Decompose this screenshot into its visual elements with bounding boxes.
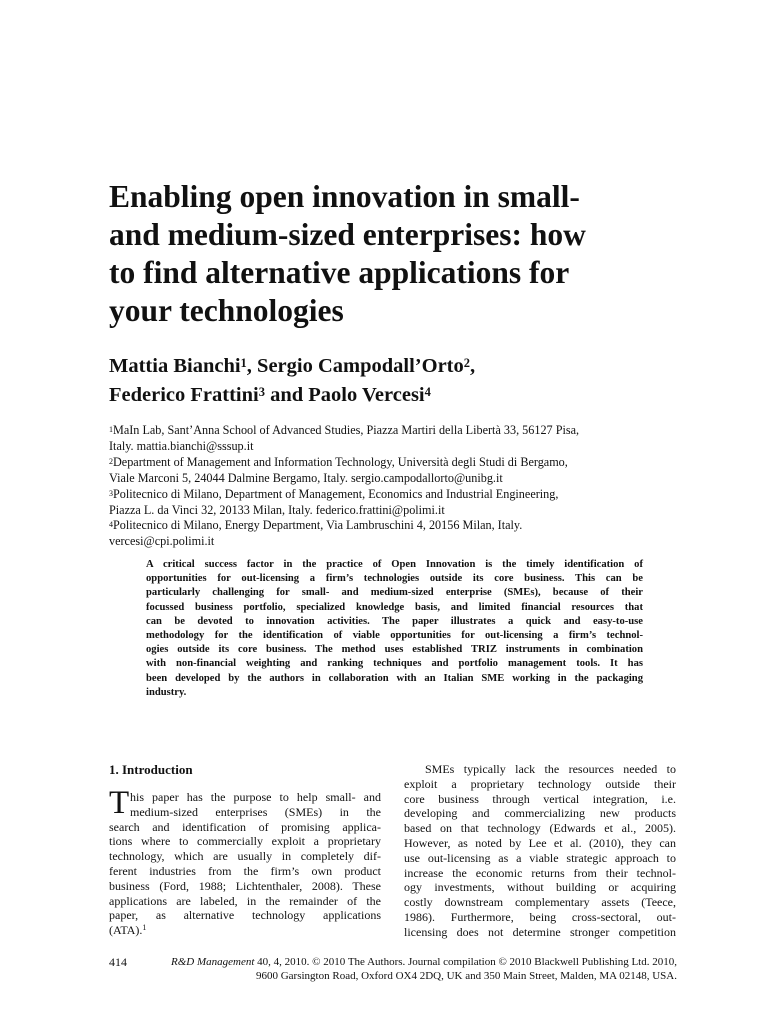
body-line: search and identification of promising applica- — [109, 819, 381, 834]
author-name: Mattia Bianchi — [109, 355, 241, 377]
affiliation-line — [109, 471, 689, 487]
author-name: Federico Frattini — [109, 384, 259, 406]
body-paragraph — [404, 762, 676, 940]
title-line: to find alternative applications for — [109, 255, 570, 290]
affil-text: Politecnico di Milano, Department of Management, Economics and Industrial Engineering, — [113, 486, 559, 501]
body-line: SMEs typically lack the resources needed to — [425, 762, 676, 776]
abstract-line: opportunities for out-licensing a firm’s technologies outside its core business. This can be — [146, 573, 643, 585]
affil-text: Italy. mattia.bianchi@sssup.it — [109, 438, 254, 453]
abstract-line: been developed by the authors in collaboration with an Italian SME working in the packaging — [146, 672, 643, 684]
title-line: Enabling open innovation in small- — [109, 179, 580, 214]
body-line: tions where to commercially exploit a proprietary — [109, 834, 381, 849]
author-affil-mark: 3 — [258, 385, 265, 399]
drop-cap: T — [109, 785, 130, 821]
author-separator: and — [264, 384, 309, 406]
author-affil-mark: 1 — [240, 356, 247, 370]
body-line-text: (ATA). — [109, 923, 143, 938]
affiliation-line — [109, 518, 689, 534]
abstract-line: particularly challenging for small- and medium-sized enterprise (SMEs), because of their — [146, 587, 643, 599]
section-heading: 1. Introduction — [109, 762, 193, 777]
body-line: applications are labeled, in the remainder of the — [109, 893, 381, 908]
affil-mark: 2 — [109, 456, 113, 466]
abstract-line: ogies outside its core business. The method uses established TRIZ instruments in combination — [146, 644, 643, 656]
body-line: his paper has the purpose to help small- and — [130, 790, 381, 804]
affil-mark: 4 — [109, 520, 113, 530]
affiliation-line — [109, 503, 689, 519]
article-title — [109, 178, 689, 330]
body-line: core business through vertical integration, i.e. — [404, 791, 676, 806]
affiliation-line — [109, 487, 689, 503]
affil-mark: 3 — [109, 488, 113, 498]
body-line — [109, 923, 381, 938]
body-line: medium-sized enterprises (SMEs) in the — [130, 804, 381, 819]
author-name: Paolo Vercesi — [308, 384, 425, 406]
body-line: paper, as alternative technology applications — [109, 908, 381, 923]
journal-citation: 40, 4, 2010. © 2010 The Authors. Journal compilation © 2010 Blackwell Publishing Ltd. 2010, — [254, 956, 677, 968]
affil-mark: 1 — [109, 425, 113, 434]
body-line: use out-licensing as a viable strategic approach to — [404, 850, 676, 865]
right-column — [404, 762, 676, 940]
body-line: developing and commercializing new products — [404, 806, 676, 821]
affil-text: Piazza L. da Vinci 32, 20133 Milan, Italy. federico.frattini@polimi.it — [109, 502, 445, 517]
affiliation-line — [109, 423, 689, 439]
body-line: costly downstream complementary assets (Teece, — [404, 895, 676, 910]
abstract-line: methodology for the identification of viable opportunities for out-licensing a firm’s technol- — [146, 630, 643, 642]
author-affil-mark: 4 — [424, 385, 431, 399]
page-number: 414 — [109, 955, 127, 969]
journal-info-line — [171, 956, 677, 968]
journal-address: 9600 Garsington Road, Oxford OX4 2DQ, UK and 350 Main Street, Malden, MA 02148, USA. — [255, 970, 677, 982]
journal-name: R&D Management — [171, 956, 255, 968]
abstract-line: focussed business portfolio, specialized knowledge basis, and limited financial resources that — [146, 601, 643, 613]
affiliations — [109, 423, 689, 550]
journal-info — [171, 955, 677, 983]
title-line: your technologies — [109, 293, 344, 328]
affil-text: Department of Management and Information Technology, Università degli Studi di Bergamo, — [113, 454, 568, 469]
affil-text: MaIn Lab, Sant’Anna School of Advanced Studies, Piazza Martiri della Libertà 33, 56127 Pisa, — [113, 423, 580, 437]
author-affil-mark: 2 — [463, 356, 470, 370]
affil-text: Viale Marconi 5, 24044 Dalmine Bergamo, Italy. sergio.campodallorto@unibg.it — [109, 470, 503, 485]
abstract-line: can be devoted to innovation activities. The paper illustrates a quick and easy-to-use — [146, 615, 643, 627]
footnote-mark[interactable]: 1 — [142, 923, 147, 933]
body-line: licensing does not determine stronger competition — [404, 924, 676, 939]
affil-text: Politecnico di Milano, Energy Department, Via Lambruschini 4, 20156 Milan, Italy. — [113, 518, 523, 533]
body-line: technology, which are usually in completely dif- — [109, 849, 381, 864]
body-line: business (Ford, 1988; Lichtenthaler, 2008). These — [109, 878, 381, 893]
body-line: based on that technology (Edwards et al., 2005). — [404, 821, 676, 836]
affiliation-line — [109, 455, 689, 471]
body-line: However, as noted by Lee et al. (2010), they can — [404, 835, 676, 850]
author-separator: , — [246, 355, 258, 377]
intro-paragraph — [109, 785, 381, 938]
body-line: increase the economic returns from their technol- — [404, 865, 676, 880]
author-line — [109, 352, 689, 381]
abstract-line: with non-financial weighting and ranking techniques and portfolio management tools. It has — [146, 658, 643, 670]
author-line — [109, 381, 689, 410]
abstract — [146, 558, 643, 700]
author-list — [109, 352, 689, 410]
affiliation-line — [109, 439, 689, 455]
abstract-line: A critical success factor in the practice of Open Innovation is the timely identification of — [146, 559, 643, 570]
body-line: exploit a proprietary technology outside their — [404, 776, 676, 791]
affiliation-line — [109, 534, 689, 550]
body-line: ferent industries from the firm’s own product — [109, 863, 381, 878]
title-line: and medium-sized enterprises: how — [109, 217, 586, 252]
left-column — [109, 762, 381, 938]
author-separator: , — [470, 355, 476, 377]
author-name: Sergio Campodall’Orto — [257, 355, 464, 377]
body-line: ogy investments, without building or acquiring — [404, 880, 676, 895]
affil-text: vercesi@cpi.polimi.it — [109, 534, 215, 549]
body-line: 1986). Furthermore, being cross-sectoral, out- — [404, 909, 676, 924]
abstract-line: industry. — [146, 686, 187, 698]
